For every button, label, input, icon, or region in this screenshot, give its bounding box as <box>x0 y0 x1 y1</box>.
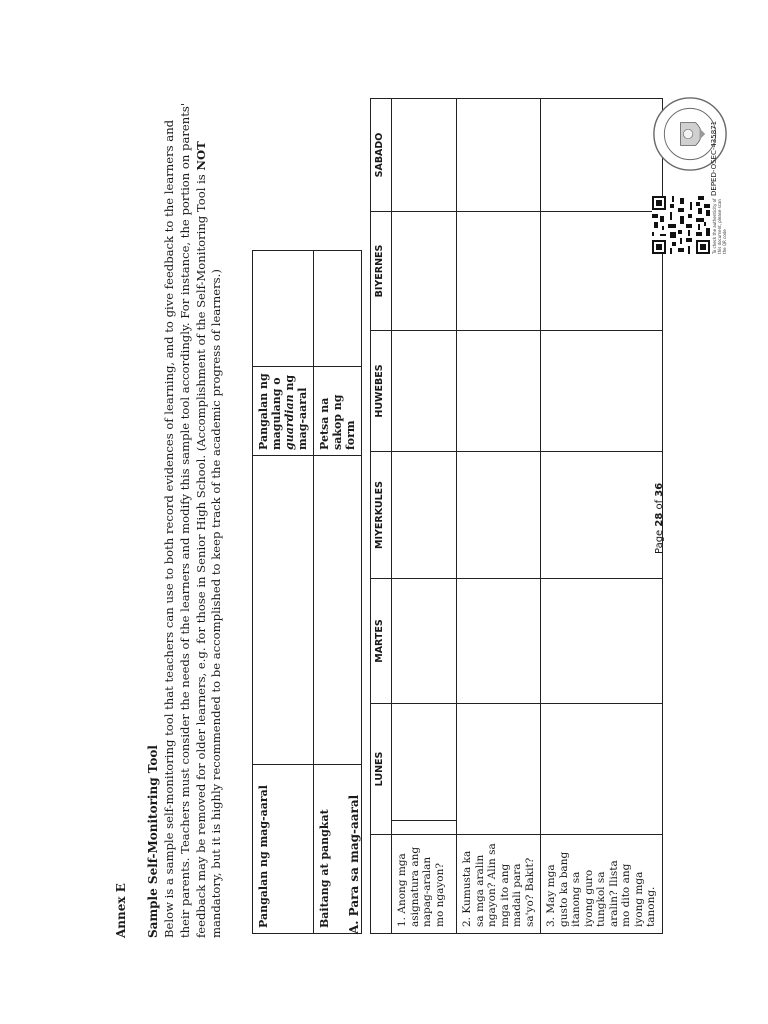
intro-paragraph: Below is a sample self-monitoring tool that teachers can use to both record evidences of learning, and to give feedback to the learners and their parents. Teachers must consider the needs of the learners and modify this sample tool accordingly. For instance, the portion on parents' feedback may be removed for older learners, e.g. for those in Senior High School. (Accomplishment of the Self-Monitoring Tool is NOT mandatory, but it is highly recommended to be accomplished to keep track of the academic progress of learners.) <box>162 102 224 938</box>
corner-header <box>371 835 392 934</box>
deped-code: DEPED-OSEC-435871 <box>710 120 718 196</box>
date-covered-field[interactable] <box>314 251 362 367</box>
answer-cell[interactable] <box>541 212 663 331</box>
answer-cell[interactable] <box>457 579 541 704</box>
day-header: HUWEBES <box>371 331 392 452</box>
qr-note: To check the authenticity of this document, please scan the QR code <box>712 198 727 254</box>
answer-cell[interactable] <box>541 452 663 579</box>
section-a-heading: A. Para sa mag-aaral <box>347 794 361 934</box>
answer-cell[interactable] <box>541 704 663 835</box>
parent-name-label: Pangalan ng magulang o guardian ng mag-aaral <box>253 367 314 456</box>
tool-title: Sample Self-Monitoring Tool <box>146 745 160 938</box>
answer-cell[interactable] <box>392 212 457 331</box>
question-3: 3. May mga gusto ka bang itanong sa iyong guro tungkol sa aralin? Ilista mo dito ang iyong mga tanong. <box>541 835 663 934</box>
student-name-field[interactable] <box>253 456 314 765</box>
day-header: MARTES <box>371 579 392 704</box>
answer-cell[interactable] <box>392 579 457 704</box>
qr-code-icon <box>652 196 710 254</box>
answer-cell[interactable] <box>457 331 541 452</box>
parent-name-field[interactable] <box>253 251 314 367</box>
answer-cell[interactable] <box>392 452 457 579</box>
answer-cell[interactable] <box>457 452 541 579</box>
answer-cell[interactable] <box>541 99 663 212</box>
answer-cell[interactable] <box>392 704 457 835</box>
answer-cell[interactable] <box>392 331 457 452</box>
page-number: Page 28 of 36 <box>654 482 665 554</box>
monitoring-table <box>370 98 663 934</box>
student-name-label: Pangalan ng mag-aaral <box>253 765 314 934</box>
question-2: 2. Kumusta ka sa mga aralin ngayon? Alin sa mga ito ang madali para sa'yo? Bakit? <box>457 835 541 934</box>
info-table <box>252 250 362 934</box>
grade-section-label: Baitang at pangkat <box>314 765 362 934</box>
intro-bold: NOT <box>193 141 208 171</box>
answer-cell[interactable] <box>457 704 541 835</box>
question-1: 1. Anong mga asignatura ang napag-aralan mo ngayon? <box>392 835 457 934</box>
answer-cell[interactable] <box>541 579 663 704</box>
answer-cell[interactable] <box>392 99 457 212</box>
answer-cell[interactable] <box>541 331 663 452</box>
answer-cell[interactable] <box>457 212 541 331</box>
annex-label: Annex E <box>114 883 128 938</box>
day-header: MIYERKULES <box>371 452 392 579</box>
answer-cell[interactable] <box>457 99 541 212</box>
grade-section-field[interactable] <box>314 456 362 765</box>
day-header: BIYERNES <box>371 212 392 331</box>
day-header: LUNES <box>371 704 392 835</box>
day-header: SABADO <box>371 99 392 212</box>
date-covered-label: Petsa na sakop ng form <box>314 367 362 456</box>
